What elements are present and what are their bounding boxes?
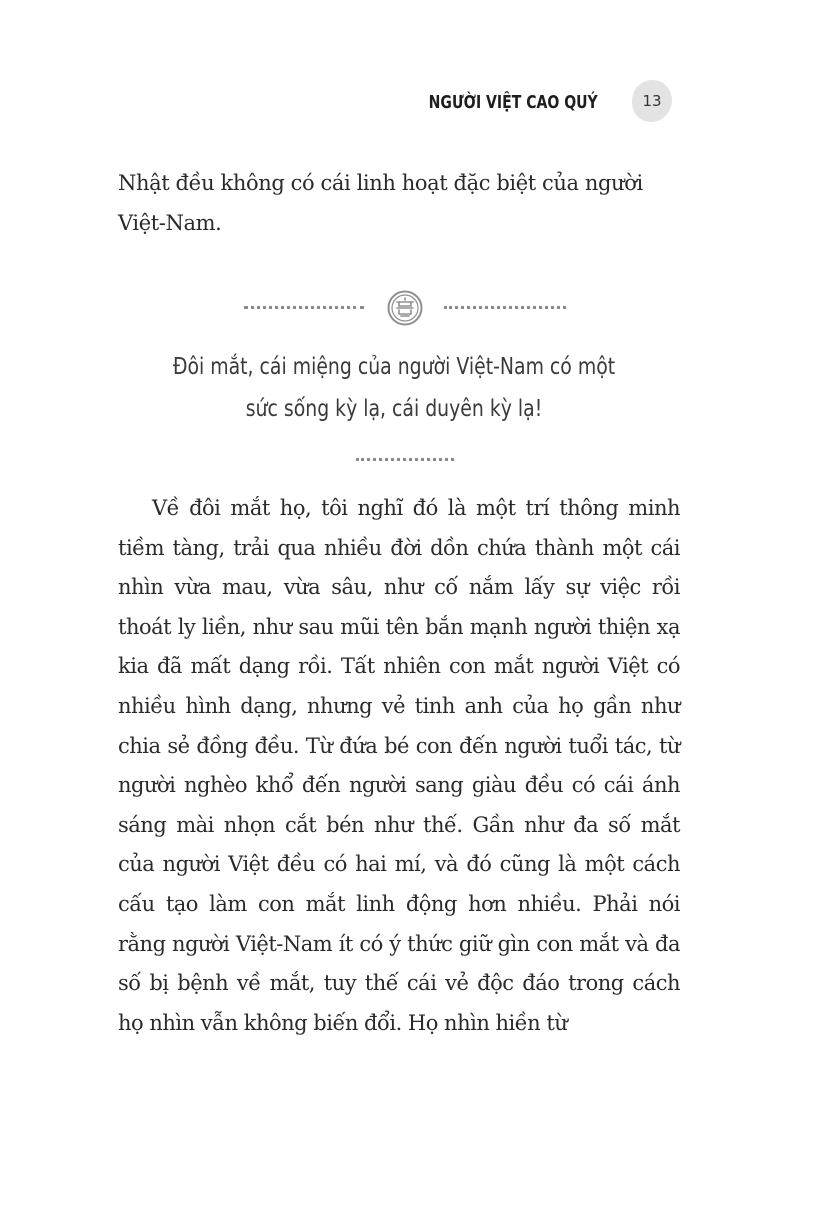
pull-quote-line-2: sức sống kỳ lạ, cái duyên kỳ lạ! [245, 396, 543, 422]
book-title: NGƯỜI VIỆT CAO QUÝ [428, 92, 598, 113]
continuation-paragraph: Nhật đều không có cái linh hoạt đặc biệt của người Việt-Nam. [118, 171, 643, 235]
dotted-rule-left [244, 306, 364, 309]
section-ornament [244, 288, 566, 328]
page-number: 13 [632, 80, 672, 122]
running-header [300, 78, 680, 128]
chinese-longevity-symbol-icon [387, 290, 423, 326]
dotted-rule-right [444, 306, 566, 309]
pull-quote-dotted-rule [356, 458, 454, 461]
pull-quote [118, 346, 670, 430]
pull-quote-line-1: Đôi mắt, cái miệng của người Việt-Nam có một [172, 354, 616, 380]
main-paragraph: Về đôi mắt họ, tôi nghĩ đó là một trí thông minh tiềm tàng, trải qua nhiều đời dồn chứa thành một cái nhìn vừa mau, vừa sâu, như cố nắm lấy sự việc rồi thoát ly liền, như sau mũi tên bắn mạnh người thiện xạ kia đã mất dạng rồi. Tất nhiên con mắt người Việt có nhiều hình dạng, nhưng vẻ tinh anh của họ gần như chia sẻ đồng đều. Từ đứa bé con đến người tuổi tác, từ người nghèo khổ đến người sang giàu đều có cái ánh sáng mài nhọn cắt bén như thế. Gần như đa số mắt của người Việt đều có hai mí, và đó cũng là một cách cấu tạo làm con mắt linh động hơn nhiều. Phải nói rằng người Việt-Nam ít có ý thức giữ gìn con mắt và đa số bị bệnh về mắt, tuy thế cái vẻ độc đáo trong cách họ nhìn vẫn không biến đổi. Họ nhìn hiền từ [118, 496, 680, 1035]
